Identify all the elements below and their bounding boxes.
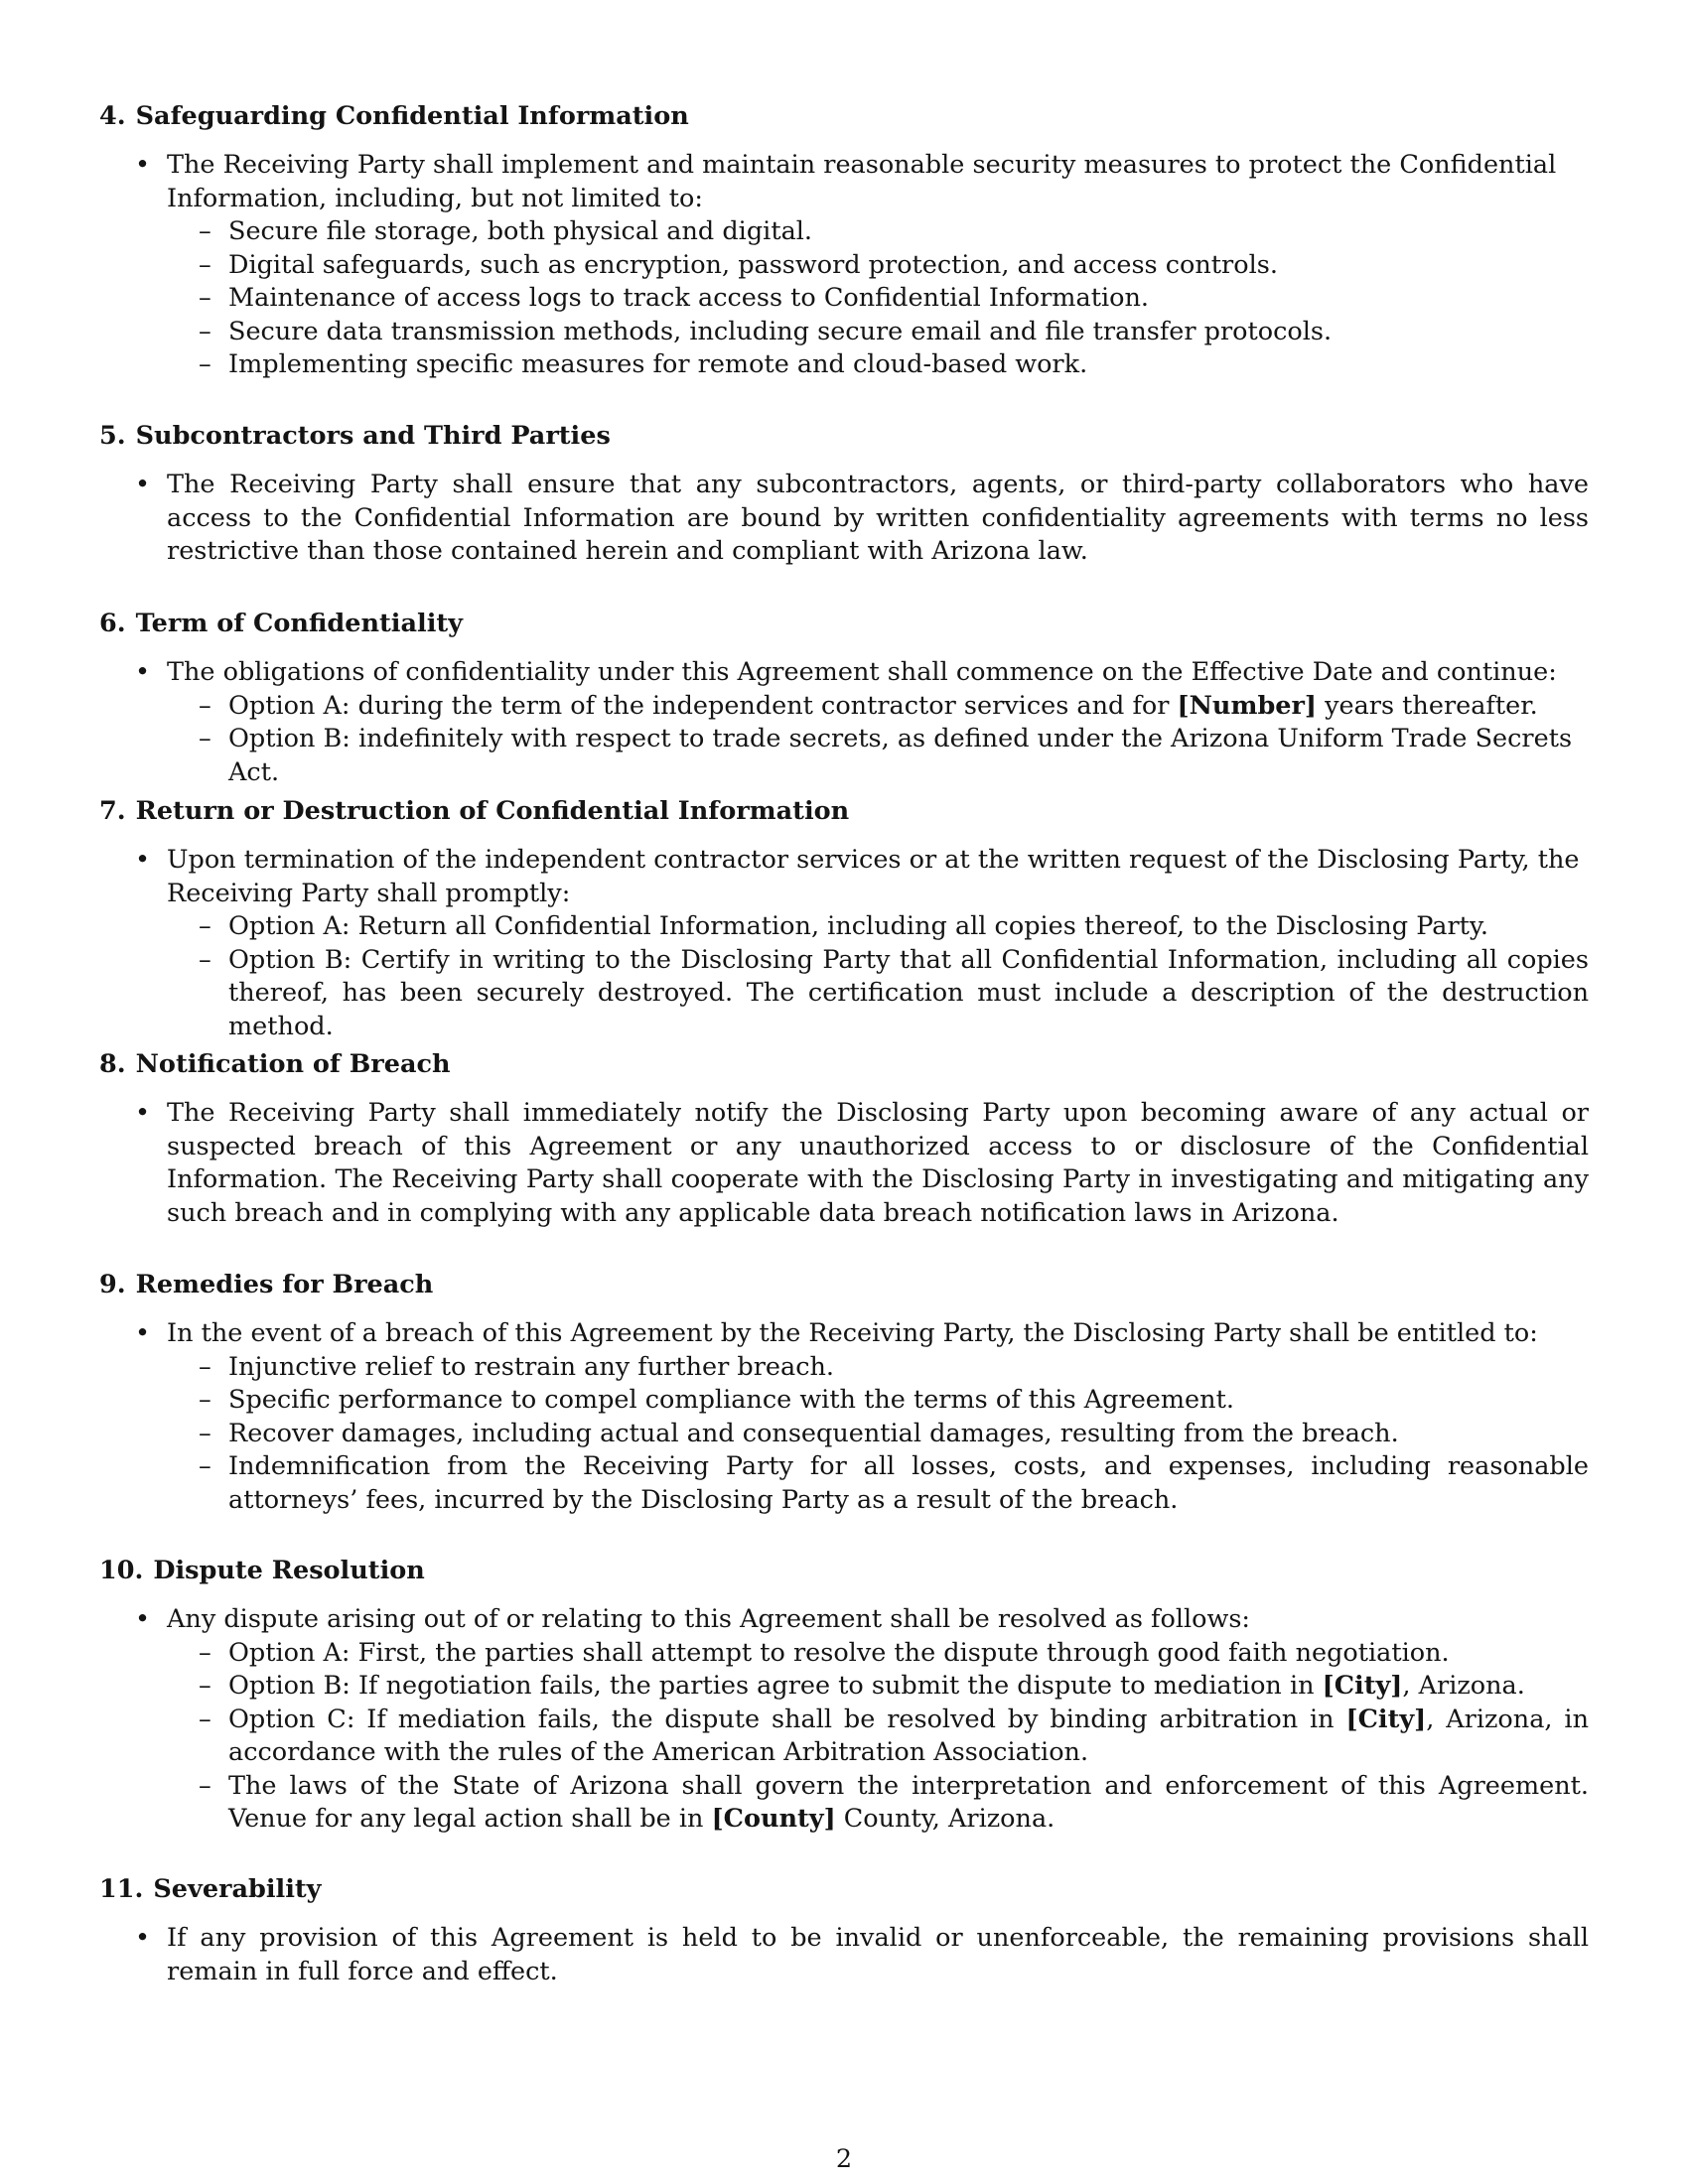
sub-item-text: Option A: during the term of the independent contractor services and for <box>228 690 1178 721</box>
placeholder-city: [City] <box>1345 1704 1427 1734</box>
section-title: Return or Destruction of Confidential Information <box>135 796 850 826</box>
dash-icon: – <box>199 911 211 941</box>
dash-icon: – <box>199 216 211 246</box>
dash-icon: – <box>199 944 211 975</box>
section-heading <box>99 1554 1589 1587</box>
section-heading <box>99 1268 1589 1301</box>
sub-item <box>99 944 1589 1044</box>
sub-item <box>99 215 1589 249</box>
section-heading <box>99 1047 1589 1081</box>
dash-icon: – <box>199 249 211 280</box>
section-number: 11. <box>99 1874 144 1904</box>
section-title: Subcontractors and Third Parties <box>135 421 611 451</box>
sub-item <box>99 282 1589 316</box>
section-number: 6. <box>99 609 126 638</box>
section-title: Term of Confidentiality <box>135 609 463 638</box>
sub-item-text: Secure file storage, both physical and digital. <box>228 216 813 246</box>
section-number: 10. <box>99 1556 144 1585</box>
placeholder-number: [Number] <box>1177 690 1317 721</box>
bullet-text: The obligations of confidentiality under this Agreement shall commence on the Effective Date and continue: <box>167 657 1557 687</box>
sub-item-text: , Arizona. <box>1402 1671 1525 1701</box>
bullet-paragraph <box>99 844 1589 910</box>
bullet-paragraph <box>99 1922 1589 1988</box>
sub-item <box>99 1637 1589 1671</box>
bullet-text: The Receiving Party shall ensure that any subcontractors, agents, or third-party collaborators who have access to the Confidential Information are bound by written confidentiality agreements with terms no less restrictive than those contained herein and compliant with Arizona law. <box>167 470 1589 566</box>
bullet-icon: • <box>135 1318 151 1348</box>
bullet-text: Upon termination of the independent contractor services or at the written request of the Disclosing Party, the Receiving Party shall promptly: <box>167 845 1580 908</box>
section-heading <box>99 607 1589 640</box>
bullet-text: The Receiving Party shall immediately notify the Disclosing Party upon becoming aware of any actual or suspected breach of this Agreement or any unauthorized access to or disclosure of the Confidential Information. The Receiving Party shall cooperate with the Disclosing Party in investigating and mitigating any such breach and in complying with any applicable data breach notification laws in Arizona. <box>167 1098 1589 1228</box>
bullet-paragraph <box>99 469 1589 569</box>
dash-icon: – <box>199 1418 211 1448</box>
sub-item-text: years thereafter. <box>1317 690 1538 721</box>
section-5 <box>99 419 1589 569</box>
bullet-paragraph <box>99 1317 1589 1351</box>
dash-icon: – <box>199 1385 211 1415</box>
sub-item <box>99 1670 1589 1704</box>
sub-item-text: The laws of the State of Arizona shall govern the interpretation and enforcement of this Agreement. Venue for any legal action shall be in <box>228 1770 1589 1834</box>
section-heading <box>99 99 1589 133</box>
sub-item-text: Recover damages, including actual and consequential damages, resulting from the breach. <box>228 1418 1399 1448</box>
bullet-icon: • <box>135 1604 151 1634</box>
dash-icon: – <box>199 1704 211 1734</box>
sub-item <box>99 1384 1589 1418</box>
section-heading <box>99 794 1589 828</box>
dash-icon: – <box>199 349 211 379</box>
section-heading <box>99 1872 1589 1906</box>
sub-item <box>99 1450 1589 1517</box>
placeholder-county: [County] <box>711 1804 836 1834</box>
dash-icon: – <box>199 1351 211 1382</box>
sub-item <box>99 723 1589 789</box>
bullet-paragraph <box>99 149 1589 215</box>
sub-item <box>99 316 1589 349</box>
sub-item <box>99 1351 1589 1385</box>
sub-item-text: County, Arizona. <box>835 1804 1055 1834</box>
dash-icon: – <box>199 316 211 346</box>
section-number: 5. <box>99 421 126 451</box>
sub-item <box>99 1418 1589 1451</box>
sub-item-text: , Arizona, in accordance with the rules of the American Arbitration Association. <box>228 1704 1589 1767</box>
dash-icon: – <box>199 690 211 721</box>
sub-item-text: Option C: If mediation fails, the dispute shall be resolved by binding arbitration in <box>228 1704 1346 1734</box>
section-title: Safeguarding Confidential Information <box>135 101 689 131</box>
section-title: Remedies for Breach <box>135 1270 434 1299</box>
section-title: Severability <box>153 1874 322 1904</box>
sub-item-text: Maintenance of access logs to track access to Confidential Information. <box>228 283 1149 313</box>
sub-item <box>99 249 1589 283</box>
sub-item <box>99 910 1589 944</box>
bullet-text: In the event of a breach of this Agreement by the Receiving Party, the Disclosing Party shall be entitled to: <box>167 1318 1538 1348</box>
page-number: 2 <box>835 2144 853 2174</box>
sub-item-text: Secure data transmission methods, including secure email and file transfer protocols. <box>228 316 1333 346</box>
bullet-icon: • <box>135 1923 151 1953</box>
dash-icon: – <box>199 724 211 753</box>
sub-item-text: Indemnification from the Receiving Party for all losses, costs, and expenses, including reasonable attorneys’ fees, incurred by the Disclosing Party as a result of the breach. <box>228 1451 1589 1515</box>
bullet-icon: • <box>135 150 151 180</box>
sub-item-text: Implementing specific measures for remote and cloud-based work. <box>228 349 1088 379</box>
sub-item-text: Option A: Return all Confidential Information, including all copies thereof, to the Disclosing Party. <box>228 911 1489 941</box>
section-9 <box>99 1268 1589 1517</box>
sub-item <box>99 690 1589 724</box>
section-10 <box>99 1554 1589 1837</box>
dash-icon: – <box>199 1770 211 1801</box>
bullet-paragraph <box>99 656 1589 690</box>
dash-icon: – <box>199 1451 211 1481</box>
section-4 <box>99 99 1589 382</box>
bullet-text: Any dispute arising out of or relating to this Agreement shall be resolved as follows: <box>167 1604 1250 1634</box>
bullet-paragraph <box>99 1603 1589 1637</box>
sub-item-text: Option B: indefinitely with respect to trade secrets, as defined under the Arizona Uniform Trade Secrets Act. <box>228 724 1573 787</box>
section-number: 4. <box>99 101 126 131</box>
sub-item-text: Specific performance to compel compliance with the terms of this Agreement. <box>228 1385 1234 1415</box>
sub-item-text: Option A: First, the parties shall attempt to resolve the dispute through good faith negotiation. <box>228 1637 1450 1668</box>
section-heading <box>99 419 1589 453</box>
dash-icon: – <box>199 1671 211 1701</box>
section-7 <box>99 794 1589 1043</box>
sub-item-text: Option B: Certify in writing to the Disclosing Party that all Confidential Information, including all copies thereof, has been securely destroyed. The certification must include a description of the destruction method. <box>228 944 1589 1041</box>
bullet-text: The Receiving Party shall implement and maintain reasonable security measures to protect the Confidential Information, including, but not limited to: <box>167 150 1557 213</box>
sub-item-text: Injunctive relief to restrain any further breach. <box>228 1351 835 1382</box>
section-8 <box>99 1047 1589 1230</box>
bullet-text: If any provision of this Agreement is held to be invalid or unenforceable, the remaining provisions shall remain in full force and effect. <box>167 1923 1589 1986</box>
sub-item-text: Option B: If negotiation fails, the parties agree to submit the dispute to mediation in <box>228 1671 1323 1701</box>
section-number: 7. <box>99 796 126 826</box>
sub-item <box>99 1704 1589 1770</box>
bullet-icon: • <box>135 470 151 499</box>
bullet-paragraph <box>99 1097 1589 1230</box>
section-11 <box>99 1872 1589 1988</box>
dash-icon: – <box>199 283 211 313</box>
sub-item <box>99 348 1589 382</box>
bullet-icon: • <box>135 845 151 875</box>
section-number: 8. <box>99 1049 126 1079</box>
dash-icon: – <box>199 1637 211 1668</box>
bullet-icon: • <box>135 657 151 687</box>
section-number: 9. <box>99 1270 126 1299</box>
section-title: Notification of Breach <box>135 1049 451 1079</box>
section-title: Dispute Resolution <box>153 1556 425 1585</box>
bullet-icon: • <box>135 1098 151 1128</box>
placeholder-city: [City] <box>1322 1671 1403 1701</box>
sub-item-text: Digital safeguards, such as encryption, password protection, and access controls. <box>228 249 1278 280</box>
section-6 <box>99 607 1589 789</box>
sub-item <box>99 1770 1589 1837</box>
